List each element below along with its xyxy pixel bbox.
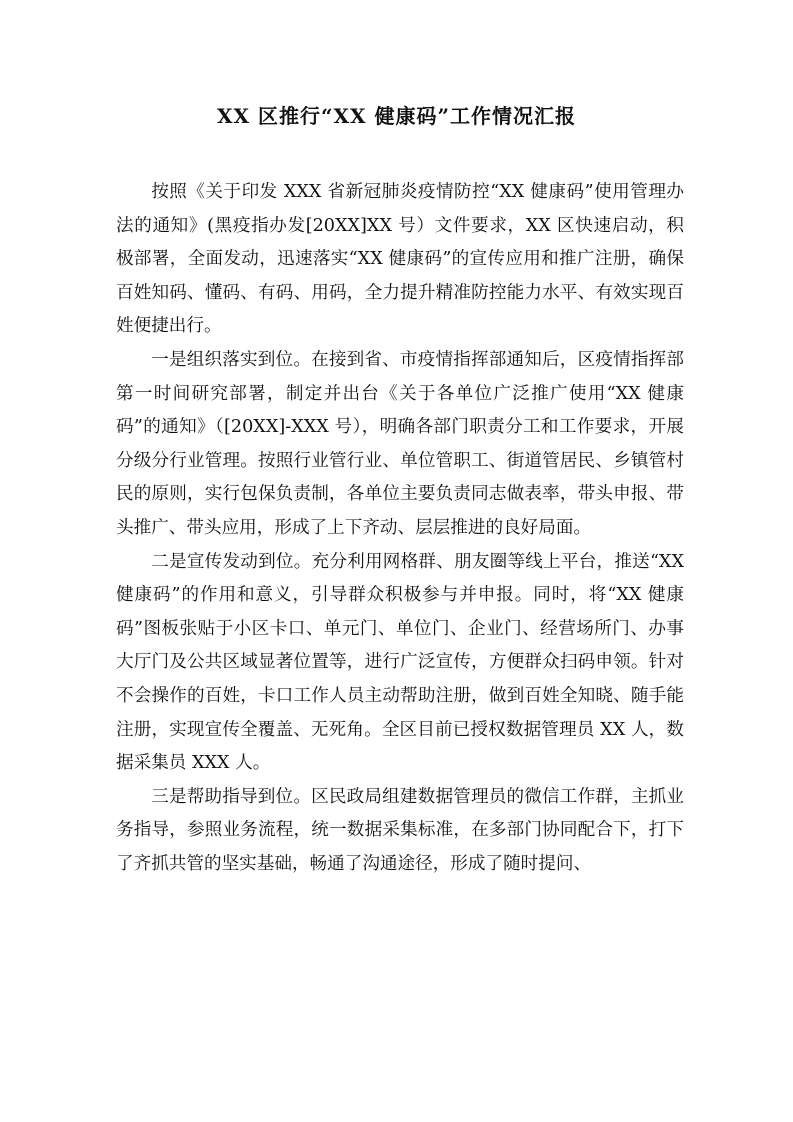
paragraph-guidance: 三是帮助指导到位。区民政局组建数据管理员的微信工作群，主抓业务指导，参照业务流程，统一数据采集标准，在多部门协同配合下，打下了齐抓共管的坚实基础，畅通了沟通途径，形成了随时提问、 — [116, 786, 684, 874]
paragraph-organization: 一是组织落实到位。在接到省、市疫情指挥部通知后，区疫情指挥部第一时间研究部署，制定并出台《关于各单位广泛推广使用“XX 健康码”的通知》（[20XX]-XXX 号），明确各部门职责分工和工作要求，开展分级分行业管理。按照行业管行业、单位管职工、街道管居民、乡镇管村民的原则，实行包保负责制，各单位主要负责同志做表率，带头申报、带头推广、带头应用，形成了上下齐动、层层推进的良好局面。 — [116, 349, 684, 538]
document-title: XX 区推行“XX 健康码”工作情况汇报 — [216, 104, 576, 128]
paragraph-intro: 按照《关于印发 XXX 省新冠肺炎疫情防控“XX 健康码”使用管理办法的通知》(黑疫指办发[20XX]XX 号）文件要求，XX 区快速启动，积极部署，全面发动，迅速落实“XX 健康码”的宣传应用和推广注册，确保百姓知码、懂码、有码、用码，全力提升精准防控能力水平、有效实现百姓便捷出行。 — [116, 182, 684, 337]
document-body — [116, 176, 684, 881]
paragraph-publicity: 二是宣传发动到位。充分利用网格群、朋友圈等线上平台，推送“XX 健康码”的作用和意义，引导群众积极参与并申报。同时，将“XX 健康码”图板张贴于小区卡口、单元门、单位门、企业门、经营场所门、办事大厅门及公共区域显著位置等，进行广泛宣传，方便群众扫码申领。针对不会操作的百姓，卡口工作人员主动帮助注册，做到百姓全知晓、随手能注册，实现宣传全覆盖、无死角。全区目前已授权数据管理员 XX 人，数据采集员 XXX 人。 — [116, 551, 684, 774]
